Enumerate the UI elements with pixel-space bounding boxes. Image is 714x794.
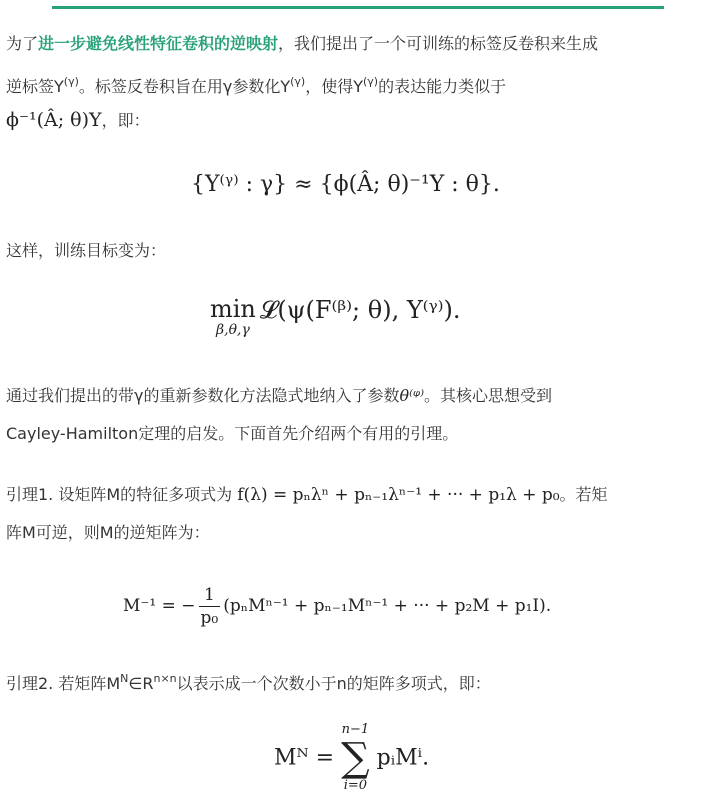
para1-text: ，即： [101, 111, 150, 130]
lemma1-text: 。若矩 [559, 485, 608, 504]
gamma-superscript: (γ) [290, 75, 306, 88]
equation-4 [274, 722, 429, 794]
dimension-superscript: n×n [153, 672, 177, 685]
characteristic-polynomial: f(λ) = pₙλⁿ + pₙ₋₁λⁿ⁻¹ + ··· + p₁λ + p₀ [237, 485, 560, 505]
para2: 这样，训练目标变为： [6, 241, 167, 260]
sum-upper-limit: n−1 [341, 722, 370, 737]
para1-text: 逆标签Y [6, 77, 64, 96]
para1-text: 的表达能力类似于 [378, 77, 507, 96]
para3-line1 [6, 384, 552, 408]
fraction [199, 584, 221, 629]
lemma2-text: ∈R [128, 674, 154, 693]
equation-3 [123, 582, 551, 630]
para1-suffix: ，我们提出了一个可训练的标签反卷积来生成 [278, 34, 599, 53]
inverse-rhs: (pₙMⁿ⁻¹ + pₙ₋₁Mⁿ⁻¹ + ··· + p₂M + p₁I). [223, 596, 552, 616]
summation [341, 722, 370, 794]
lemma2-line [6, 667, 491, 696]
lemma1-text: 引理1. 设矩阵M的特征多项式为 [6, 485, 233, 504]
inline-formula: ϕ⁻¹(Â; θ)Y [6, 109, 102, 131]
sum-body: pᵢMⁱ. [376, 745, 430, 771]
para1-prefix: 为了 [6, 34, 39, 53]
para1-text: ，使得Y [305, 77, 363, 96]
min-subscript: β,θ,γ [216, 322, 250, 338]
equation-2 [210, 296, 461, 338]
min-operator [210, 296, 256, 338]
gamma-superscript: (γ) [63, 75, 79, 88]
gamma-superscript: (γ) [363, 75, 379, 88]
lemma2-text: 以表示成一个次数小于n的矩阵多项式，即： [176, 674, 491, 693]
para1-line1 [6, 32, 598, 56]
para1-highlight: 进一步避免线性特征卷积的逆映射 [38, 34, 279, 53]
equation-1: {Y⁽ᵞ⁾ : γ} ≈ {ϕ(Â; θ)⁻¹Y : θ}. [191, 172, 500, 197]
power-superscript: N [120, 672, 129, 685]
para1-line2 [6, 70, 506, 99]
theta-phi: θ⁽ᵠ⁾ [399, 386, 425, 405]
sum-lower-limit: i=0 [343, 778, 368, 793]
min-symbol: min [210, 295, 256, 323]
lemma1-line1 [6, 483, 608, 507]
lemma1-line2: 阵M可逆，则M的逆矩阵为： [6, 523, 210, 542]
sigma-symbol: ∑ [341, 735, 370, 781]
inverse-lhs: M⁻¹ = − [123, 596, 196, 616]
para1-text: 。标签反卷积旨在用γ参数化Y [78, 77, 291, 96]
top-divider [52, 6, 664, 9]
para3-line2: Cayley-Hamilton定理的启发。下面首先介绍两个有用的引理。 [6, 424, 459, 443]
matrix-power-lhs: Mᴺ = [274, 745, 335, 771]
para1-line3 [6, 108, 150, 133]
fraction-numerator: 1 [199, 584, 221, 607]
loss-expression: 𝓛(ψ(F⁽ᵝ⁾; θ), Y⁽ᵞ⁾). [259, 296, 461, 324]
para3-text: 通过我们提出的带γ的重新参数化方法隐式地纳入了参数 [6, 386, 400, 405]
fraction-denominator: p₀ [200, 608, 219, 628]
lemma2-text: 引理2. 若矩阵M [6, 674, 121, 693]
para3-text: 。其核心思想受到 [424, 386, 553, 405]
